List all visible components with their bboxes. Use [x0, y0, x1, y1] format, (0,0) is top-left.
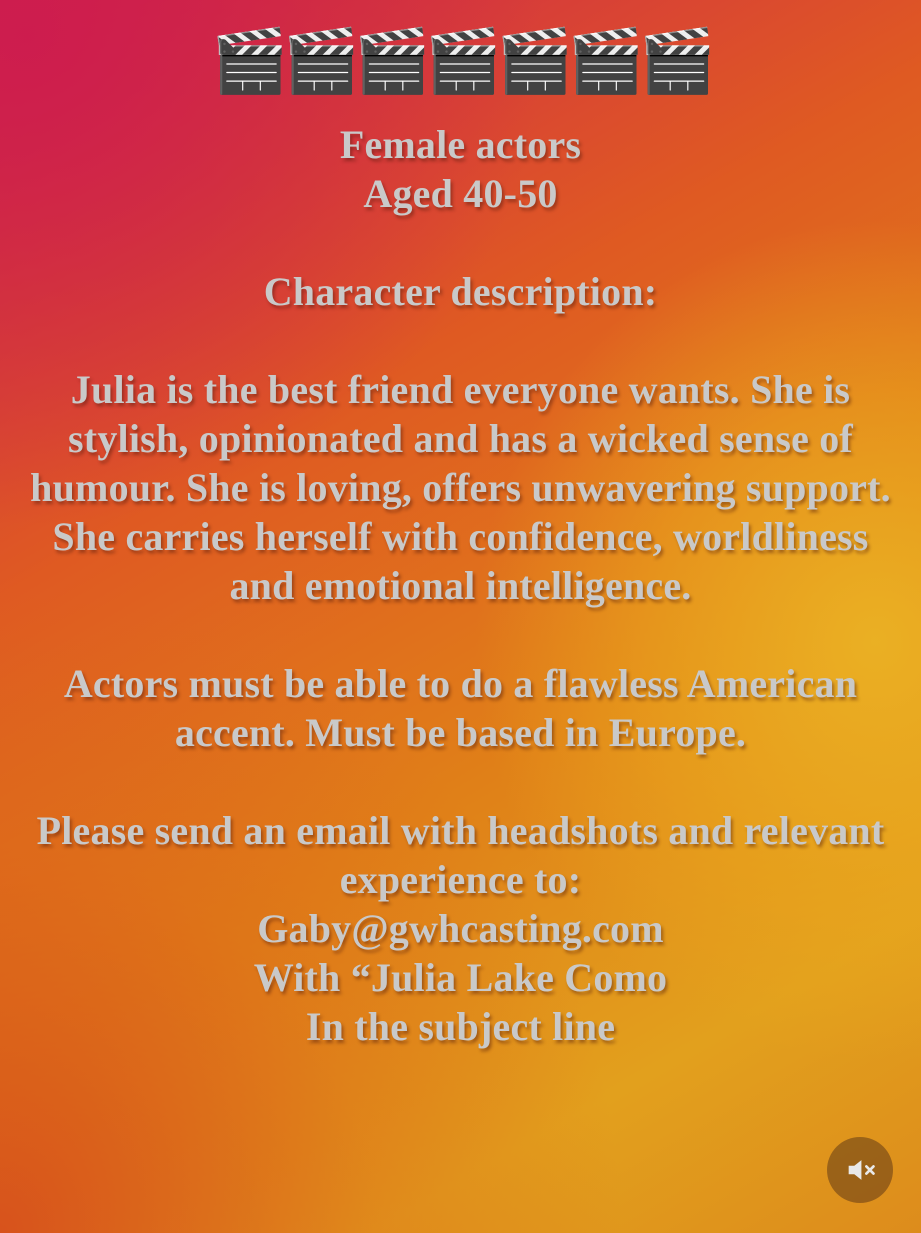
spacer [30, 757, 891, 806]
clapperboard-icon: 🎬 [353, 28, 425, 96]
clapperboard-icon: 🎬 [567, 28, 639, 96]
character-description-heading: Character description: [263, 269, 658, 314]
role-age: Aged 40-50 [363, 171, 558, 216]
spacer [30, 316, 891, 365]
mute-toggle-button[interactable] [827, 1137, 893, 1203]
submission-subject-line-1: With “Julia Lake Como [253, 955, 668, 1000]
requirements-text: Actors must be able to do a flawless American accent. Must be based in Europe. [63, 661, 858, 755]
spacer [30, 218, 891, 267]
character-description-body: Julia is the best friend everyone wants. She is stylish, opinionated and has a wicked sense of humour. She is loving, offers unwavering support. She carries herself with confidence, worldliness and emotional intelligence. [30, 367, 891, 608]
role-title: Female actors [339, 122, 582, 167]
spacer [30, 610, 891, 659]
clapperboard-icon: 🎬 [638, 28, 710, 96]
submission-email: Gaby@gwhcasting.com [257, 906, 664, 951]
speaker-muted-icon [843, 1153, 877, 1187]
casting-call-text [30, 120, 891, 1051]
submission-subject-line-2: In the subject line [305, 1004, 616, 1049]
submission-instructions: Please send an email with headshots and relevant experience to: [36, 808, 885, 902]
clapperboard-icon: 🎬 [211, 28, 283, 96]
clapperboard-icon-row [30, 14, 891, 110]
clapperboard-icon: 🎬 [282, 28, 354, 96]
clapperboard-icon: 🎬 [424, 28, 497, 96]
clapperboard-icon: 🎬 [496, 28, 568, 96]
